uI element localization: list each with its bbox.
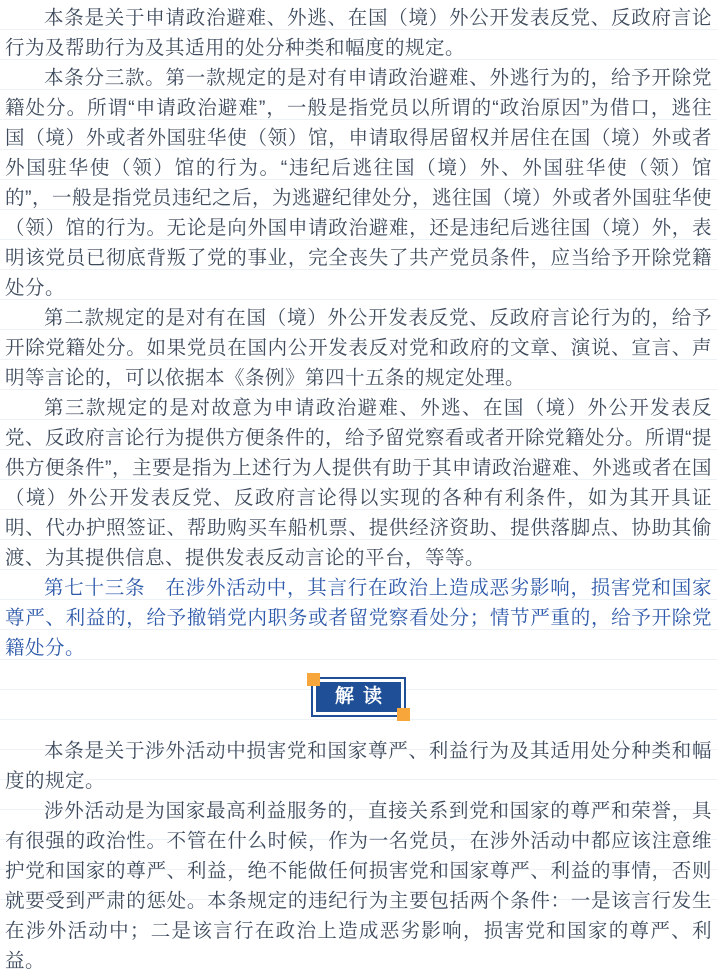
commentary-paragraph-1: 本条是关于申请政治避难、外逃、在国（境）外公开发表反党、反政府言论行为及帮助行为及其适用的处分种类和幅度的规定。 (5, 7, 712, 59)
commentary-paragraph-2: 本条分三款。第一款规定的是对有申请政治避难、外逃行为的，给予开除党籍处分。所谓“申请政治避难”，一般是指党员以所谓的“政治原因”为借口，逃往国（境）外或者外国驻华使（领）馆，申请取得居留权并居住在国（境）外或者外国驻华使（领）馆的行为。“违纪后逃往国（境）外、外国驻华使（领）馆的”，一般是指党员违纪之后，为逃避纪律处分，逃往国（境）外或者外国驻华使（领）馆的行为。无论是向外国申请政治避难，还是违纪后逃往国（境）外，表明该党员已彻底背叛了党的事业，完全丧失了共产党员条件，应当给予开除党籍处分。 (5, 67, 712, 299)
jiedu-badge (311, 677, 406, 717)
article-73-paragraph: 第七十三条 在涉外活动中，其言行在政治上造成恶劣影响，损害党和国家尊严、利益的，给予撤销党内职务或者留党察看处分；情节严重的，给予开除党籍处分。 (5, 577, 712, 659)
interpretation-paragraph-2: 涉外活动是为国家最高利益服务的，直接关系到党和国家的尊严和荣誉，具有很强的政治性。不管在什么时候，作为一名党员，在涉外活动中都应该注意维护党和国家的尊严、利益，绝不能做任何损害党和国家尊严、利益的事情，否则就要受到严肃的惩处。本条规定的违纪行为主要包括两个条件：一是该言行发生在涉外活动中；二是该言行在政治上造成恶劣影响，损害党和国家的尊严、利益。 (5, 800, 712, 972)
commentary-paragraph-3: 第二款规定的是对有在国（境）外公开发表反党、反政府言论行为的，给予开除党籍处分。如果党员在国内公开发表反对党和政府的文章、演说、宣言、声明等言论的，可以依据本《条例》第四十五条的规定处理。 (5, 307, 712, 389)
commentary-paragraph-4: 第三款规定的是对故意为申请政治避难、外逃、在国（境）外公开发表反党、反政府言论行为提供方便条件的，给予留党察看或者开除党籍处分。所谓“提供方便条件”，主要是指为上述行为人提供有助于其申请政治避难、外逃或者在国（境）外公开发表反党、反政府言论得以实现的各种有利条件，如为其开具证明、代办护照签证、帮助购买车船机票、提供经济资助、提供落脚点、协助其偷渡、为其提供信息、提供发表反动言论的平台，等等。 (5, 397, 712, 569)
interpretation-paragraph-1: 本条是关于涉外活动中损害党和国家尊严、利益行为及其适用处分种类和幅度的规定。 (5, 740, 712, 792)
jiedu-badge-label: 解读 (316, 682, 401, 712)
section-badge-row (5, 677, 712, 717)
